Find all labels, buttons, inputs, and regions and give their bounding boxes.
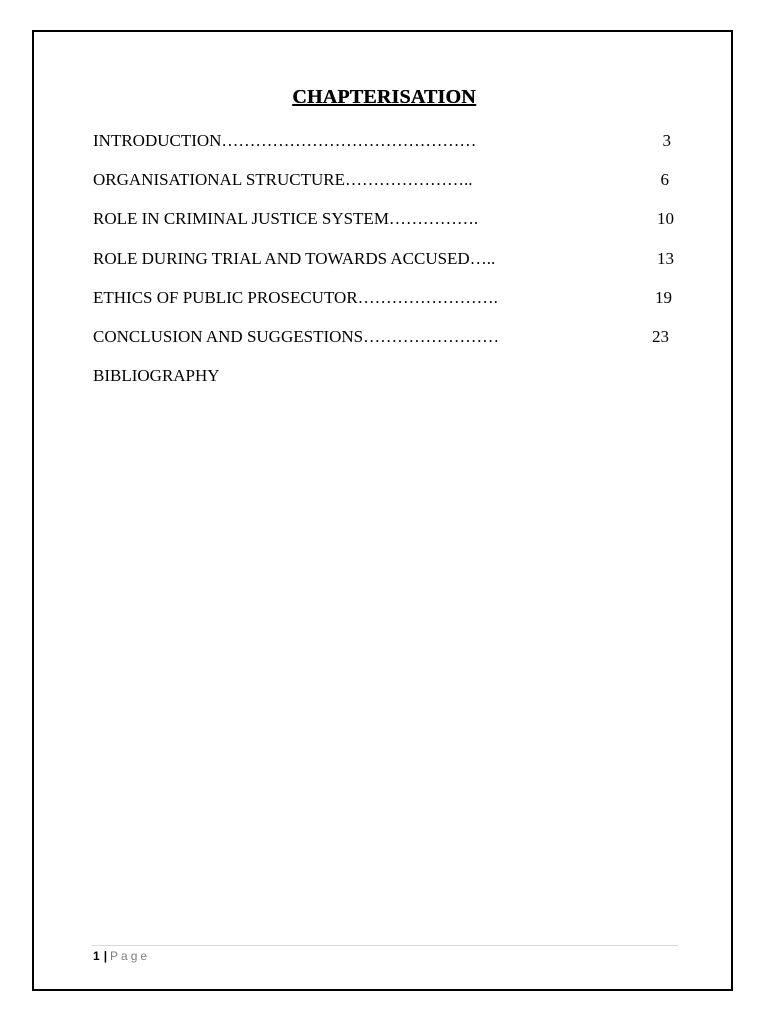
- toc-entry-role-criminal-justice: [93, 207, 693, 246]
- toc-entry-ethics: [93, 286, 693, 325]
- toc-page-number: 23: [652, 326, 669, 346]
- toc-label: BIBLIOGRAPHY: [93, 366, 220, 386]
- table-of-contents: [93, 129, 693, 403]
- page-footer: [93, 948, 150, 964]
- toc-page-number: 13: [657, 248, 674, 268]
- toc-label: ROLE DURING TRIAL AND TOWARDS ACCUSED…..: [93, 248, 496, 268]
- footer-divider: [92, 945, 678, 946]
- toc-page-number: 6: [660, 170, 669, 190]
- toc-page-number: 10: [657, 209, 674, 229]
- footer-page-word: Page: [110, 949, 151, 963]
- toc-entry-bibliography: [93, 364, 693, 403]
- footer-page-number: 1: [93, 949, 100, 963]
- document-title: CHAPTERISATION: [292, 86, 476, 108]
- toc-entry-organisational-structure: [93, 168, 693, 207]
- footer-separator: |: [103, 949, 108, 963]
- toc-entry-role-during-trial: [93, 247, 693, 286]
- toc-label: INTRODUCTION………………………………………: [93, 131, 477, 150]
- toc-entry-conclusion: [93, 325, 693, 364]
- toc-label: ETHICS OF PUBLIC PROSECUTOR…………………….: [93, 287, 498, 307]
- toc-label: ORGANISATIONAL STRUCTURE…………………..: [93, 170, 473, 190]
- toc-page-number: 19: [655, 287, 672, 307]
- toc-label: ROLE IN CRIMINAL JUSTICE SYSTEM…………….: [93, 209, 479, 229]
- toc-label: CONCLUSION AND SUGGESTIONS……………………: [93, 326, 500, 346]
- toc-entry-introduction: [93, 129, 693, 168]
- toc-page-number: 3: [662, 131, 671, 150]
